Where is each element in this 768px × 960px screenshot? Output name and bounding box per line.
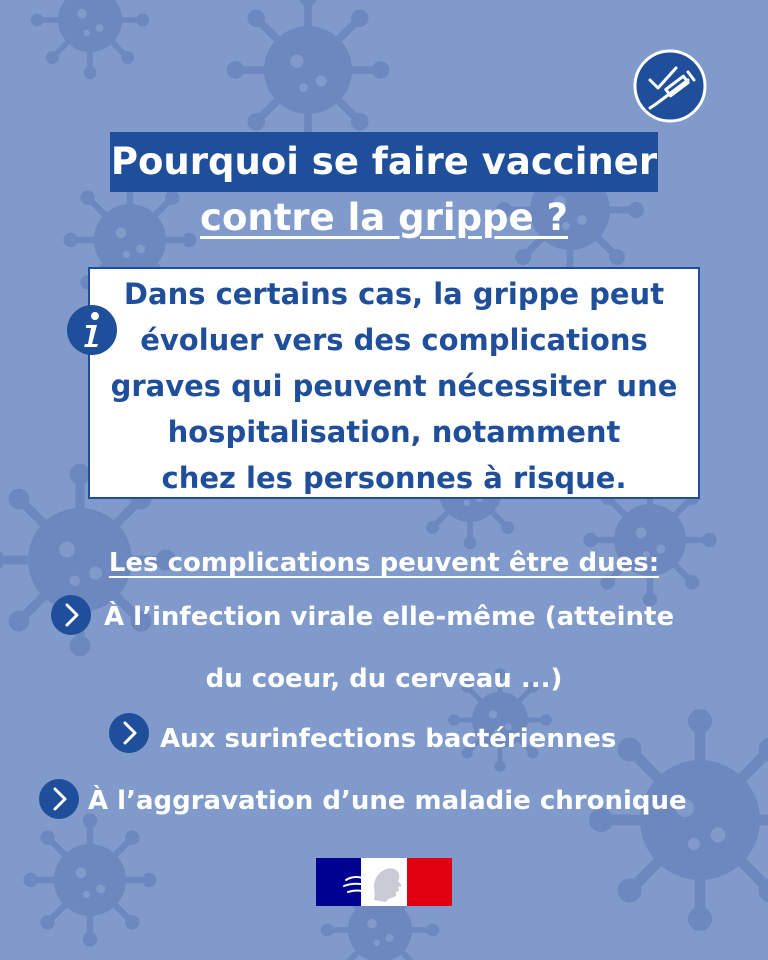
page-subtitle-text: contre la grippe ? — [200, 196, 568, 239]
info-line: évoluer vers des complications — [140, 323, 648, 357]
info-box — [88, 267, 700, 499]
virus-icon — [23, 813, 156, 946]
complication-item-2: Aux surinfections bactériennes — [160, 724, 617, 754]
vaccine-syringe-check-icon — [632, 48, 708, 124]
page-title: Pourquoi se faire vacciner — [110, 132, 658, 192]
info-line: hospitalisation, notamment — [167, 415, 621, 449]
complication-item-3: À l’aggravation d’une maladie chronique — [88, 786, 687, 816]
info-icon — [66, 304, 118, 356]
virus-icon — [227, 0, 390, 151]
info-line: graves qui peuvent nécessiter une — [110, 369, 678, 403]
complication-item-1-line2: du coeur, du cerveau ...) — [205, 664, 563, 694]
chevron-right-icon — [38, 778, 80, 820]
complication-item-1-line1: À l’infection virale elle-même (atteinte — [104, 602, 675, 632]
info-line: Dans certains cas, la grippe peut — [123, 277, 665, 311]
page-subtitle — [0, 192, 768, 244]
marianne-republic-logo — [316, 858, 452, 906]
virus-icon — [31, 0, 149, 79]
info-line: chez les personnes à risque. — [161, 461, 627, 495]
chevron-right-icon — [50, 594, 92, 636]
chevron-right-icon — [108, 712, 150, 754]
complications-heading-text: Les complications peuvent être dues: — [108, 548, 660, 578]
complications-heading — [0, 548, 768, 578]
